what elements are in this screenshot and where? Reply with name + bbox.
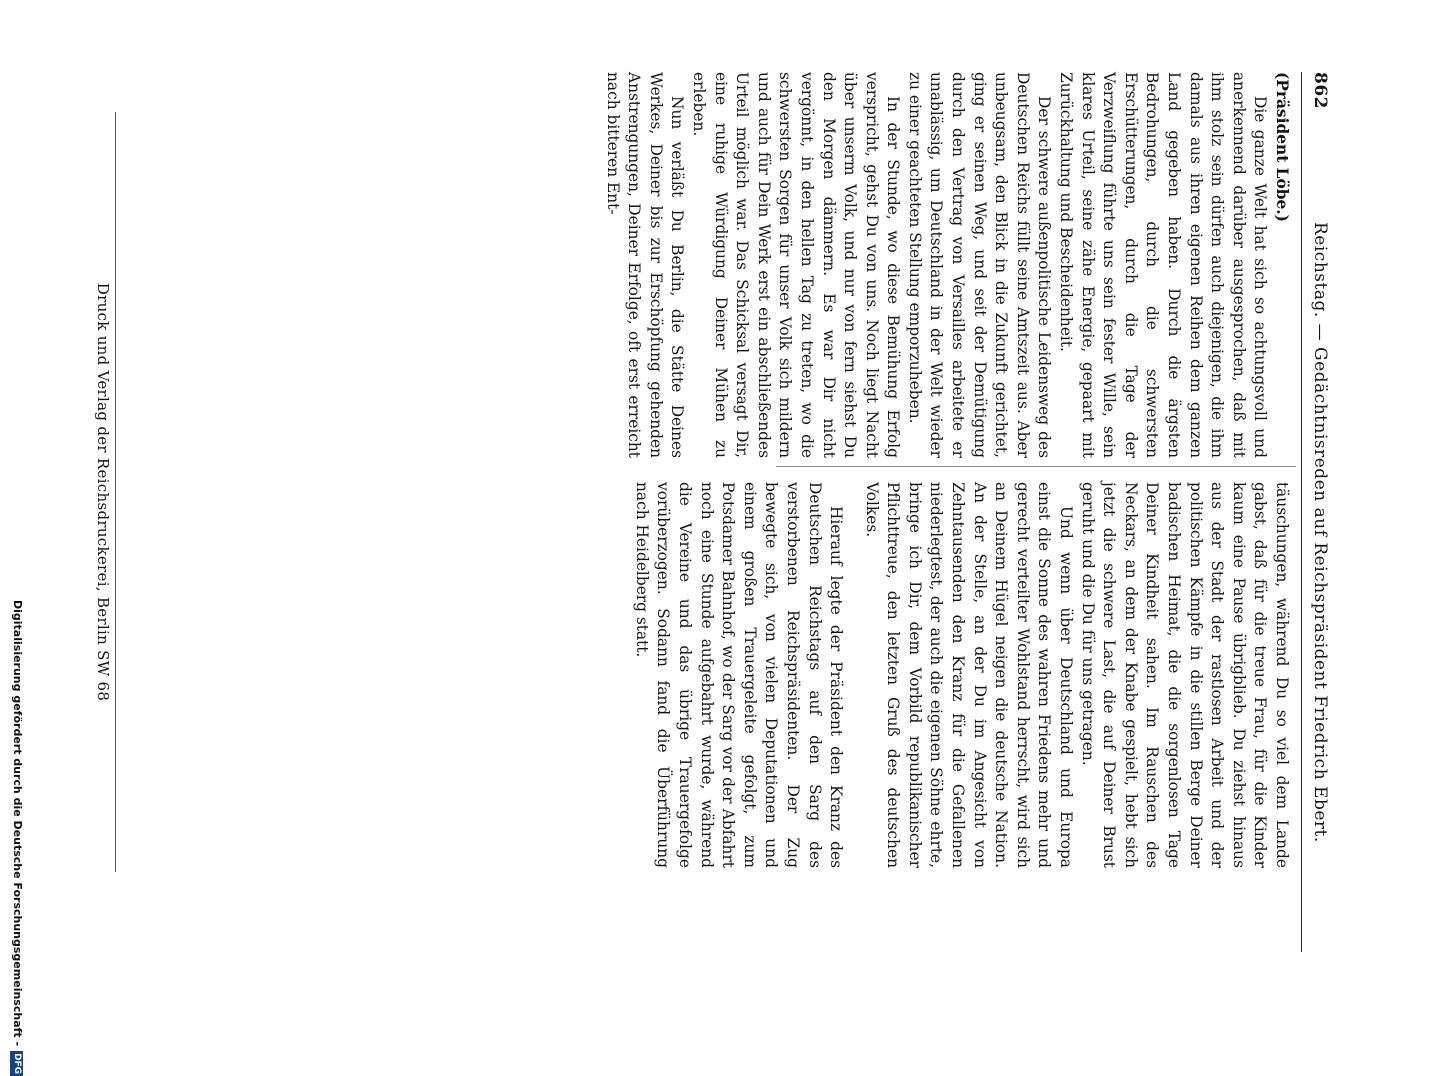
footer-rule [115,112,116,872]
paragraph: In der Stunde, wo diese Bemühung Erfolg verspricht, gehst Du von uns. Noch liegt Nacht über unserm Volk, und nur von fern siehst Du den Morgen dämmern. Es war Dir nicht vergönnt, in den hellen Tag zu treten, wo die schwersten Sorgen für unser Volk sich mildern und auch für Dein Werk erst ein abschließendes Urteil möglich war. Das Schicksal versagt Dir, eine ruhige Würdigung Deiner Mühen zu erleben. [689,72,903,458]
paragraph: Nun verläßt Du Berlin, die Stätte Deines Werkes, Deiner bis zur Erschöpfung gehenden Anstrengungen, Deiner Erfolge, oft erst erreicht nach bitteren Ent- [603,72,687,458]
paragraph: Die ganze Welt hat sich so achtungsvoll und anerkennend darüber ausgesprochen, daß mit ihm stolz sein dürfen auch diejenigen, die ihm damals aus ihren eigenen Reihen dem ganzen Land gegeben haben. Durch die ärgsten Bedrohungen, durch die schwersten Erschütterungen, durch die Tage der Verzweiflung führte uns sein fester Wille, sein klares Urteil, seine zähe Energie, gepaart mit Zurückhaltung und Bescheidenheit. [1057,72,1270,458]
digitization-text: Digitalisierung gefördert durch die Deutsche Forschungsgemeinschaft - [11,600,24,1047]
page-header [1304,72,1330,942]
paragraph: Der schwere außenpolitische Leidensweg des Deutschen Reichs füllt seine Amtszeit aus. Aber unbeugsam, den Blick in die Zukunft gerichtet, ging er seinen Weg, und seit der Demütigung durch den Vertrag von Versailles arbeitete er unablässig, um Deutschland in der Welt wieder zu einer geachteten Stellung emporzuheben. [905,72,1054,458]
imprint: Druck und Verlag der Reichsdruckerei, Berlin SW 68 [94,282,112,702]
page-number: 862 [1310,72,1330,109]
speaker-label: (Präsident Löbe.) [1273,72,1291,222]
paragraph: täuschungen, während Du so viel dem Lande gabst, daß für die treue Frau, für die Kinder kaum eine Pause übrigblieb. Du ziehst hinaus aus der Stadt der rastlosen Arbeit und der politischen Kämpfe in die stillen Berge Deiner badischen Heimat, die die sorgenlosen Tage Deiner Kindheit sahen. Im Rauschen des Neckars, an dem der Knabe gespielt, hebt sich jetzt die schwere Last, die auf Deiner Brust geruht und die Du für uns getragen. [1078,482,1291,868]
paragraph: Und wenn über Deutschland und Europa einst die Sonne des wahren Friedens mehr und gerecht verteilter Wohlstand herrscht, wird sich an Deinem Hügel neigen die deutsche Nation. An der Stelle, an der Du im Angesicht von Zehntausenden den Kranz für die Gefallenen niederlegtest, der auch die eigenen Söhne ehrte, bringe ich Dir, dem Vorbild republikanischer Pflichttreue, den letzten Gruß des deutschen Volkes. [862,482,1076,868]
text-column-left [601,72,1292,458]
column-divider [776,466,1296,467]
text-column-right [630,482,1292,868]
digitization-notice [11,600,25,1075]
header-rule [1301,72,1302,952]
running-head: Reichstag. — Gedächtnisreden auf Reichspräsident Friedrich Ebert. [1310,222,1330,843]
dfg-logo: DFG [12,1053,23,1075]
paragraph: Hierauf legte der Präsident den Kranz des Deutschen Reichstags auf den Sarg des verstorbenen Reichspräsidenten. Der Zug bewegte sich, von vielen Deputationen und einem großen Trauergeleite gefolgt, zum Potsdamer Bahnhof, wo der Sarg vor der Abfahrt noch eine Stunde aufgebahrt wurde, während die Vereine und das übrige Trauergefolge vorüberzogen. Sodann fand die Überführung nach Heidelberg statt. [632,482,846,868]
